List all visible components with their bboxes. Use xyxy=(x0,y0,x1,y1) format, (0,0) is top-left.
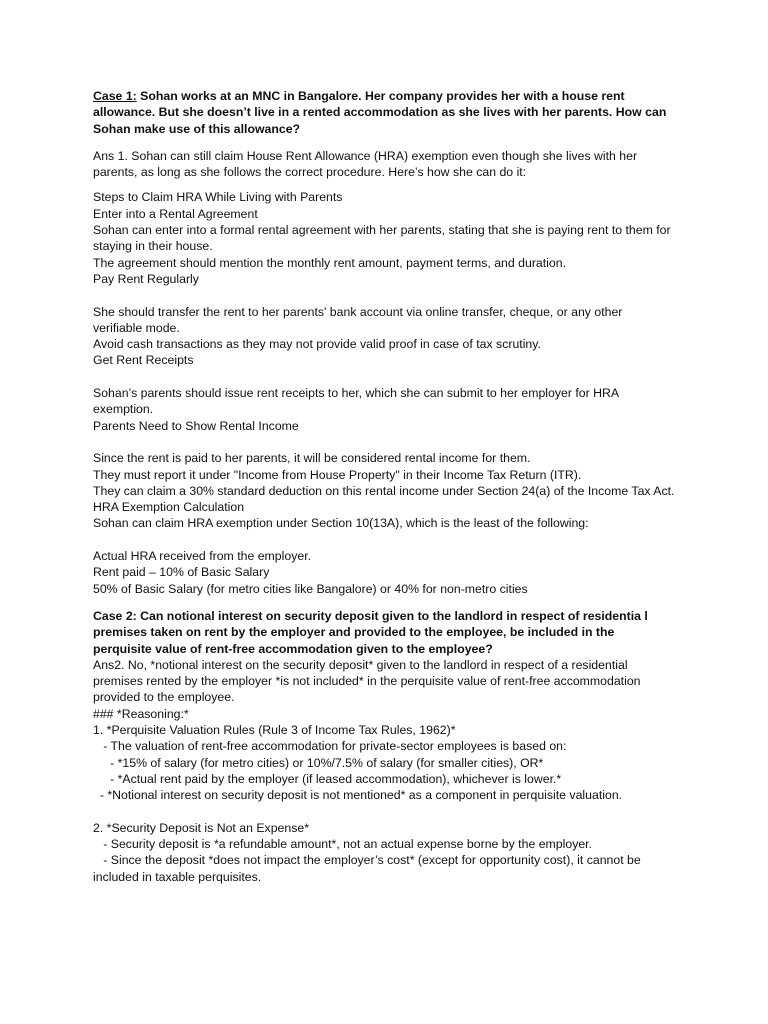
text-line: Actual HRA received from the employer. xyxy=(93,549,312,564)
text-line: - *15% of salary (for metro cities) or 10%/7.5% of salary (for smaller cities), OR* xyxy=(93,755,544,770)
text-line: Ans2. No, *notional interest on the security deposit* given to the landlord in respect of a residential premises rented by the employer *is not included* in the perquisite value of rent-free accommodation provided to the employee. xyxy=(93,657,641,705)
text-line: 50% of Basic Salary (for metro cities like Bangalore) or 40% for non-metro cities xyxy=(93,581,528,596)
case1-block-c xyxy=(93,385,675,434)
text-line: Enter into a Rental Agreement xyxy=(93,206,258,221)
text-line: Avoid cash transactions as they may not provide valid proof in case of tax scrutiny. xyxy=(93,337,541,352)
text-line: Rent paid – 10% of Basic Salary xyxy=(93,565,270,580)
text-line: She should transfer the rent to her parents' bank account via online transfer, cheque, or any other verifiable mode. xyxy=(93,304,623,335)
text-line: 1. *Perquisite Valuation Rules (Rule 3 of Income Tax Rules, 1962)* xyxy=(93,722,456,737)
text-line: - *Actual rent paid by the employer (if leased accommodation), whichever is lower.* xyxy=(93,771,562,786)
text-line: Get Rent Receipts xyxy=(93,353,194,368)
case1-block-d xyxy=(93,450,675,531)
text-line: - The valuation of rent-free accommodation for private-sector employees is based on: xyxy=(93,739,567,754)
case1-block-b xyxy=(93,304,675,369)
text-line: - Security deposit is *a refundable amount*, not an actual expense borne by the employer. xyxy=(93,837,593,852)
case2-question: Case 2: Can notional interest on security deposit given to the landlord in respect of residentia l premises taken on rent by the employer and provided to the employee, be included in the perquisite value of rent-free accommodation given to the employee? xyxy=(93,608,648,656)
text-line: They can claim a 30% standard deduction on this rental income under Section 24(a) of the Income Tax Act. xyxy=(93,483,675,498)
text-line: - Since the deposit *does not impact the employer’s cost* (except for opportunity cost), it cannot be included in taxable perquisites. xyxy=(93,853,645,884)
text-line: Sohan’s parents should issue rent receipts to her, which she can submit to her employer for HRA exemption. xyxy=(93,386,619,417)
case1-block-e xyxy=(93,548,675,597)
text-line: HRA Exemption Calculation xyxy=(93,500,245,515)
text-line: The agreement should mention the monthly rent amount, payment terms, and duration. xyxy=(93,255,567,270)
case1-block-a xyxy=(93,189,675,287)
text-line: Sohan can claim HRA exemption under Section 10(13A), which is the least of the following: xyxy=(93,516,589,531)
document-body xyxy=(93,88,675,885)
text-line: Parents Need to Show Rental Income xyxy=(93,418,299,433)
text-line: 2. *Security Deposit is Not an Expense* xyxy=(93,820,309,835)
case1-answer-intro: Ans 1. Sohan can still claim House Rent Allowance (HRA) exemption even though she lives with her parents, as long as she follows the correct procedure. Here’s how she can do it: xyxy=(93,148,638,180)
text-line: Steps to Claim HRA While Living with Parents xyxy=(93,190,343,205)
text-line: They must report it under "Income from House Property" in their Income Tax Return (ITR). xyxy=(93,467,582,482)
text-line: Since the rent is paid to her parents, it will be considered rental income for them. xyxy=(93,451,531,466)
text-line: - *Notional interest on security deposit is not mentioned* as a component in perquisite valuation. xyxy=(93,788,623,803)
case2-block-b xyxy=(93,820,675,885)
case1-label: Case 1: xyxy=(93,89,137,103)
text-line: Sohan can enter into a formal rental agreement with her parents, stating that she is paying rent to them for staying in their house. xyxy=(93,223,671,254)
case2-block-a xyxy=(93,657,675,804)
text-line: ### *Reasoning:* xyxy=(93,706,189,721)
text-line: Pay Rent Regularly xyxy=(93,271,199,286)
case1-question-text: Sohan works at an MNC in Bangalore. Her company provides her with a house rent allowance. But she doesn’t live in a rented accommodation as she lives with her parents. How can Sohan make use of this allowance? xyxy=(93,89,667,136)
case1-question xyxy=(93,88,675,137)
